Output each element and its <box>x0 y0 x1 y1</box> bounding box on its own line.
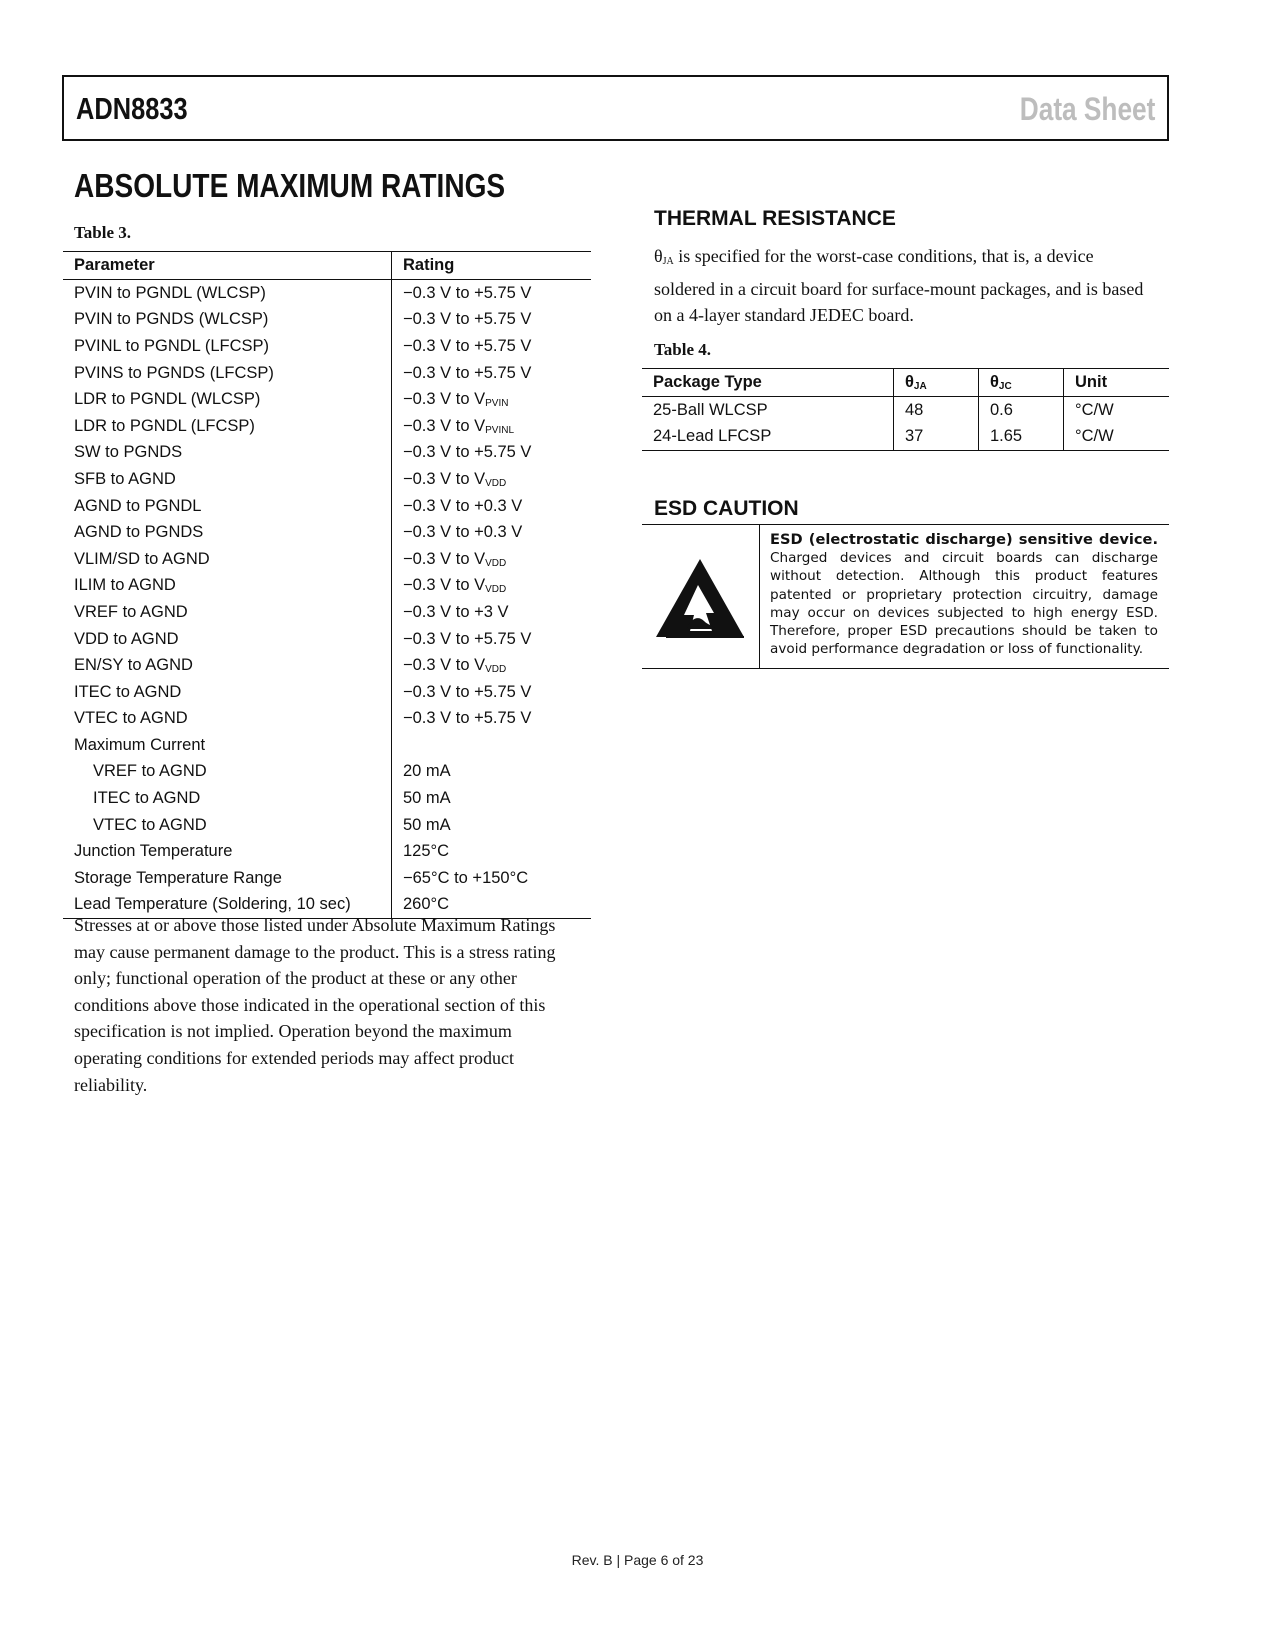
parameter-cell: VDD to AGND <box>74 629 179 648</box>
rating-cell: −0.3 V to +5.75 V <box>392 679 592 706</box>
table3-caption: Table 3. <box>74 223 132 242</box>
rating-cell: 50 mA <box>392 785 592 812</box>
table-row <box>63 360 591 387</box>
stress-note: Stresses at or above those listed under Absolute Maximum Ratings may cause permanent damage to the product. This is a stress rating only; functional operation of the product at these or any other conditions above those indicated in the operational section of this specification is not implied. Operation beyond the maximum operating conditions for extended periods may affect product reliability. <box>74 915 556 1095</box>
table-row <box>63 307 591 334</box>
rating-cell: −0.3 V to +5.75 V <box>392 360 592 387</box>
rating-cell: 50 mA <box>392 812 592 839</box>
column-header-parameter: Parameter <box>63 252 392 280</box>
parameter-cell: AGND to PGNDS <box>74 523 204 542</box>
rating-cell: −0.3 V to $V_{VDD}$ <box>392 546 592 573</box>
package-cell: 25-Ball WLCSP <box>653 400 768 419</box>
esd-body: Charged devices and circuit boards can discharge without detection. Although this product features patented or proprietary protection circuitry, damage may occur on devices subjected to high energy ESD. Therefore, proper ESD precautions should be taken to avoid performance degradation or loss of functionality. <box>770 550 1158 658</box>
table-row <box>63 493 591 520</box>
parameter-cell: SFB to AGND <box>74 469 176 488</box>
esd-warning-icon <box>654 555 746 647</box>
parameter-cell: PVINL to PGNDL (LFCSP) <box>74 336 269 355</box>
table-row <box>63 413 591 440</box>
rating-cell: −0.3 V to +5.75 V <box>392 440 592 467</box>
rating-cell: 20 mA <box>392 759 592 786</box>
thermal-resistance-title: THERMAL RESISTANCE <box>654 207 896 230</box>
table-row <box>642 397 1169 424</box>
table-row <box>63 759 591 786</box>
esd-icon-cell <box>642 525 760 668</box>
column-header-theta-ja: $\theta_{JA}$ <box>894 369 979 397</box>
rating-cell: −0.3 V to $V_{PVIN}$ <box>392 386 592 413</box>
parameter-cell: PVIN to PGNDL (WLCSP) <box>74 283 266 302</box>
section-title: ABSOLUTE MAXIMUM RATINGS <box>74 167 506 204</box>
rating-cell: −0.3 V to $V_{VDD}$ <box>392 573 592 600</box>
parameter-cell: SW to PGNDS <box>74 443 183 462</box>
parameter-cell: ITEC to AGND <box>93 789 201 808</box>
rating-subscript: VDD <box>485 557 507 569</box>
table-row <box>63 546 591 573</box>
esd-caution-box <box>642 524 1169 669</box>
theta-jc-cell: 0.6 <box>979 397 1064 424</box>
rating-cell: −0.3 V to +5.75 V <box>392 307 592 334</box>
parameter-cell: Maximum Current <box>74 735 206 754</box>
parameter-cell: LDR to PGNDL (LFCSP) <box>74 416 255 435</box>
parameter-cell: AGND to PGNDL <box>74 496 202 515</box>
table-row <box>63 386 591 413</box>
table-row <box>63 838 591 865</box>
table-row <box>63 280 591 307</box>
rating-cell: −0.3 V to +5.75 V <box>392 706 592 733</box>
parameter-cell: VLIM/SD to AGND <box>74 549 210 568</box>
table-row <box>63 466 591 493</box>
table-row <box>63 679 591 706</box>
rating-cell <box>392 732 592 759</box>
table-row <box>642 424 1169 451</box>
rating-subscript: VDD <box>485 584 507 596</box>
page-header <box>62 75 1169 141</box>
rating-cell: −0.3 V to +5.75 V <box>392 626 592 653</box>
rating-subscript: PVINL <box>485 424 515 436</box>
page-footer: Rev. B | Page 6 of 23 <box>571 1552 704 1568</box>
table-row <box>63 732 591 759</box>
table-row <box>63 812 591 839</box>
absolute-max-ratings-table <box>63 251 591 919</box>
table-row <box>63 785 591 812</box>
table-row <box>63 333 591 360</box>
theta-subscript: JA <box>662 256 674 267</box>
theta-jc-cell: 1.65 <box>979 424 1064 451</box>
parameter-cell: EN/SY to AGND <box>74 656 193 675</box>
parameter-cell: VTEC to AGND <box>93 815 207 834</box>
parameter-cell: Lead Temperature (Soldering, 10 sec) <box>63 892 392 919</box>
thermal-intro-text: is specified for the worst-case conditions, that is, a device soldered in a circuit board for surface-mount packages, and is based on a 4-layer standard JEDEC board. <box>654 246 1144 326</box>
rating-cell: 260°C <box>392 892 592 919</box>
unit-cell: °C/W <box>1064 424 1170 451</box>
parameter-cell: Junction Temperature <box>74 842 233 861</box>
unit-cell: °C/W <box>1064 397 1170 424</box>
column-header-unit: Unit <box>1064 369 1170 397</box>
table-row <box>63 706 591 733</box>
table-header-row <box>63 252 591 280</box>
rating-cell: −65°C to +150°C <box>392 865 592 892</box>
rating-cell: −0.3 V to $V_{VDD}$ <box>392 652 592 679</box>
parameter-cell: PVIN to PGNDS (WLCSP) <box>74 310 269 329</box>
theta-symbol: θ <box>654 246 663 266</box>
thermal-resistance-table <box>642 368 1169 451</box>
rating-cell: 125°C <box>392 838 592 865</box>
rating-subscript: VDD <box>485 477 507 489</box>
rating-cell: −0.3 V to +0.3 V <box>392 519 592 546</box>
rating-cell: −0.3 V to +3 V <box>392 599 592 626</box>
parameter-cell: VREF to AGND <box>93 762 207 781</box>
theta-ja-cell: 48 <box>894 397 979 424</box>
esd-caution-text <box>770 531 1158 658</box>
rating-cell: −0.3 V to +5.75 V <box>392 280 592 307</box>
esd-bold-lead: ESD (electrostatic discharge) sensitive device. <box>770 531 1158 548</box>
table-row <box>63 652 591 679</box>
column-header-rating: Rating <box>392 252 592 280</box>
package-cell: 24-Lead LFCSP <box>642 424 894 451</box>
table4-caption: Table 4. <box>654 340 712 359</box>
esd-caution-title: ESD CAUTION <box>654 497 799 520</box>
rating-cell: −0.3 V to $V_{PVINL}$ <box>392 413 592 440</box>
parameter-cell: LDR to PGNDL (WLCSP) <box>74 390 261 409</box>
parameter-cell: ITEC to AGND <box>74 682 182 701</box>
rating-subscript: VDD <box>485 664 507 676</box>
rating-subscript: PVIN <box>485 398 509 410</box>
parameter-cell: Storage Temperature Range <box>74 868 282 887</box>
parameter-cell: ILIM to AGND <box>74 576 176 595</box>
table-header-row <box>642 369 1169 397</box>
rating-cell: −0.3 V to +5.75 V <box>392 333 592 360</box>
rating-cell: −0.3 V to $V_{VDD}$ <box>392 466 592 493</box>
table-row <box>63 519 591 546</box>
parameter-cell: PVINS to PGNDS (LFCSP) <box>74 363 274 382</box>
parameter-cell: VTEC to AGND <box>74 709 188 728</box>
table-row <box>63 626 591 653</box>
column-header-package: Package Type <box>642 369 894 397</box>
table-row <box>63 573 591 600</box>
theta-ja-cell: 37 <box>894 424 979 451</box>
table-row <box>63 599 591 626</box>
doc-type-label: Data Sheet <box>1019 91 1155 127</box>
column-header-theta-jc: $\theta_{JC}$ <box>979 369 1064 397</box>
thermal-intro <box>654 243 1159 329</box>
table-row <box>63 440 591 467</box>
parameter-cell: VREF to AGND <box>74 602 188 621</box>
table-row <box>63 865 591 892</box>
product-name: ADN8833 <box>76 91 188 126</box>
rating-cell: −0.3 V to +0.3 V <box>392 493 592 520</box>
